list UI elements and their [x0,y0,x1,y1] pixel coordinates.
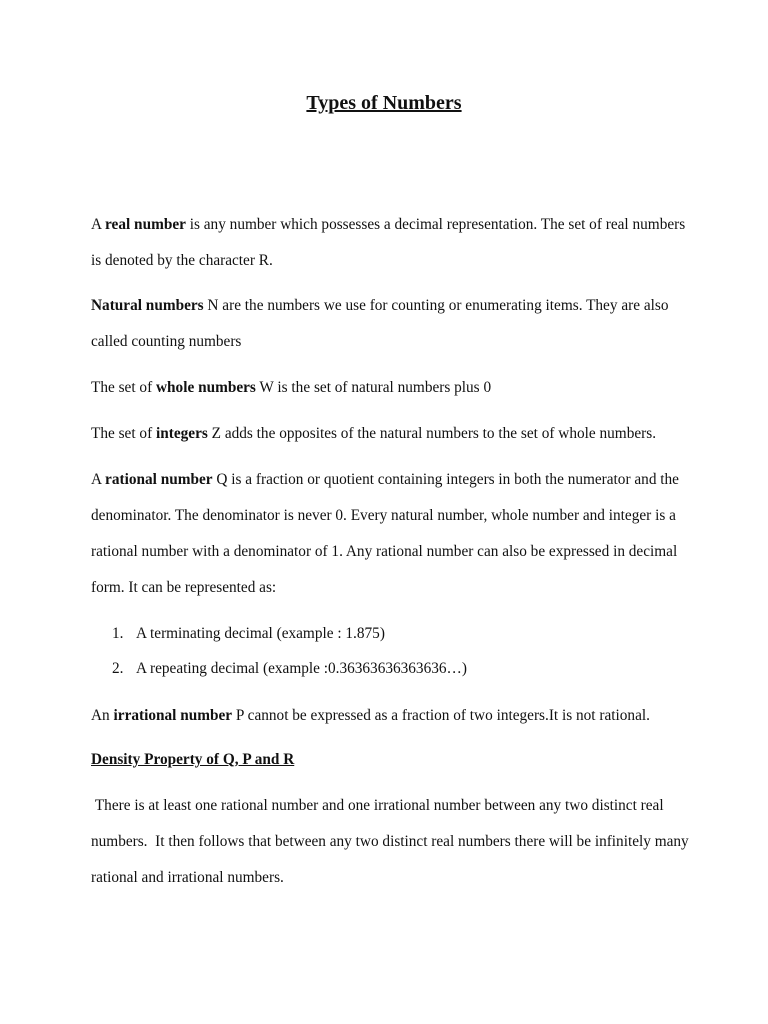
term-whole-numbers: whole numbers [156,379,256,396]
term-rational-number: rational number [105,471,213,488]
paragraph-natural-numbers [91,288,691,360]
page-title: Types of Numbers [306,92,462,114]
paragraph-density: There is at least one rational number and one irrational number between any two distinct real numbers. It then follows that between any two distinct real numbers there will be infinitely many rational and irrational numbers. [91,797,693,886]
text: is any number which possesses a decimal representation. The set of real numbers is denoted by the character R. [91,216,686,269]
text: A [91,471,106,488]
term-natural-numbers: Natural numbers [91,297,204,314]
list-text: A repeating decimal (example :0.36363636363636…) [136,660,467,677]
paragraph-integers [91,416,691,452]
paragraph-irrational-number [91,698,691,734]
paragraph-rational-number [91,462,691,606]
list-item [112,624,385,644]
term-integers: integers [156,425,208,442]
text: The set of [91,425,156,442]
text: W is the set of natural numbers plus 0 [255,379,492,396]
text: Z adds the opposites of the natural numbers to the set of whole numbers. [207,425,657,442]
text: A [91,216,106,233]
text: N are the numbers we use for counting or enumerating items. They are also called counting numbers [91,297,669,350]
paragraph-whole-numbers [91,370,691,406]
text: An [91,707,114,724]
list-text: A terminating decimal (example : 1.875) [136,625,385,642]
list-number: 2. [112,660,124,677]
section-heading: Density Property of Q, P and R [91,751,295,768]
text: Q is a fraction or quotient containing integers in both the numerator and the denominator. The denominator is never 0. Every natural number, whole number and integer is a rational number with a denominator of 1. Any rational number can also be expressed in decimal form. It can be represented as: [91,471,679,596]
term-irrational-number: irrational number [113,707,233,724]
text: P cannot be expressed as a fraction of two integers.It is not rational. [232,707,650,724]
paragraph-real-number [91,207,691,279]
text: The set of [91,379,156,396]
list-number: 1. [112,625,124,642]
term-real-number: real number [105,216,186,233]
list-item [112,659,467,679]
